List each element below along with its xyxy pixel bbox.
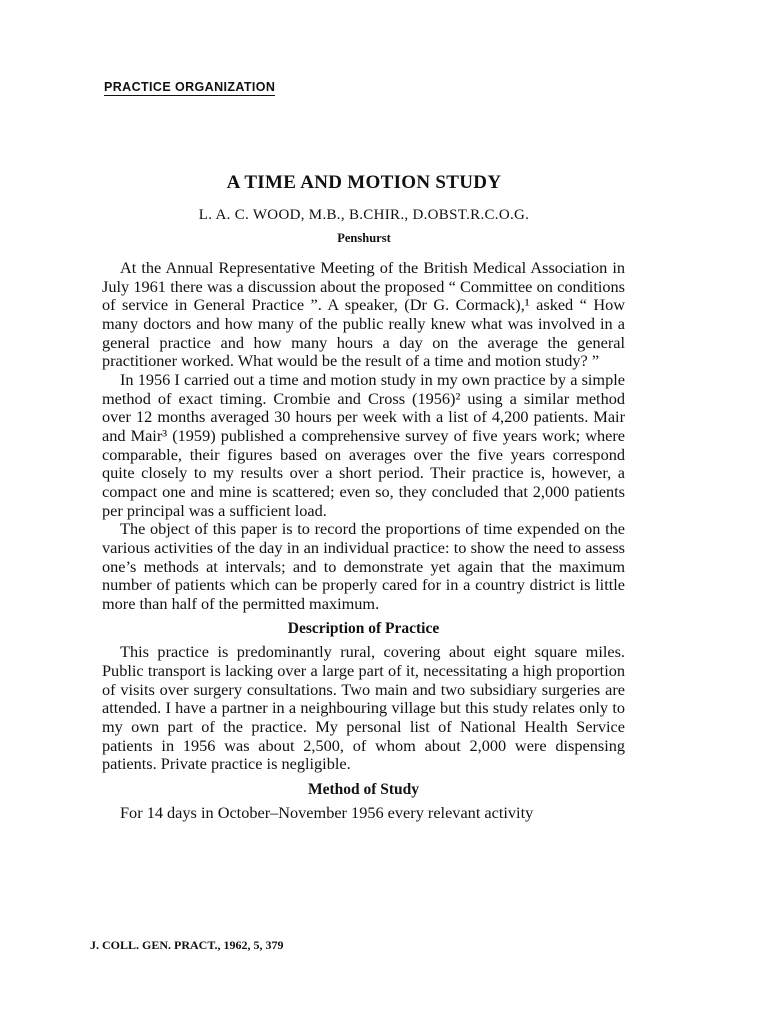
paragraph-previous-studies: In 1956 I carried out a time and motion study in my own practice by a simple method of exact timing. Crombie and Cross (1956)² using a similar method over 12 months averaged 30 hours per week with a list of 4,200 patients. Mair and Mair³ (1959) published a comprehensive survey of five years work; where comparable, their figures based on averages over the five years correspond quite closely to my results over a short period. Their practice is, however, a compact one and mine is scattered; even so, they concluded that 2,000 patients per principal was a sufficient load.: [102, 369, 625, 520]
heading-method-of-study: Method of Study: [307, 781, 420, 799]
author-line: L. A. C. WOOD, M.B., B.CHIR., D.OBST.R.C.O.G.: [198, 207, 530, 223]
paragraph-practice-description: This practice is predominantly rural, covering about eight square miles. Public transport is lacking over a large part of it, necessitating a high proportion of visits over surgery consultations. Two main and two subsidiary surgeries are attended. I have a partner in a neighbouring village but this study relates only to my own part of the practice. My personal list of National Health Service patients in 1956 was about 2,500, of whom about 2,000 were dispensing patients. Private practice is negligible.: [102, 642, 625, 774]
paragraph-method: For 14 days in October–November 1956 every relevant activity: [120, 803, 534, 823]
journal-citation: J. COLL. GEN. PRACT., 1962, 5, 379: [90, 938, 284, 952]
article-body: [102, 259, 625, 823]
section-label: PRACTICE ORGANIZATION: [104, 80, 276, 94]
author-affiliation: Penshurst: [337, 231, 391, 245]
heading-description-of-practice: Description of Practice: [287, 620, 440, 638]
paragraph-objective: The object of this paper is to record the proportions of time expended on the various activities of the day in an individual practice: to show the need to assess one’s methods at intervals; and to demonstrate yet again that the maximum number of patients which can be properly cared for in a country district is little more than half of the permitted maximum.: [102, 519, 625, 613]
article-title: A TIME AND MOTION STUDY: [226, 172, 502, 193]
paragraph-intro: At the Annual Representative Meeting of the British Medical Association in July 1961 there was a discussion about the proposed “ Committee on conditions of service in General Practice ”. A speaker, (Dr G. Cormack),¹ asked “ How many doctors and how many of the public really knew what was involved in a general practice and how many hours a day on the average the general practitioner worked. What would be the result of a time and motion study? ”: [102, 258, 625, 371]
